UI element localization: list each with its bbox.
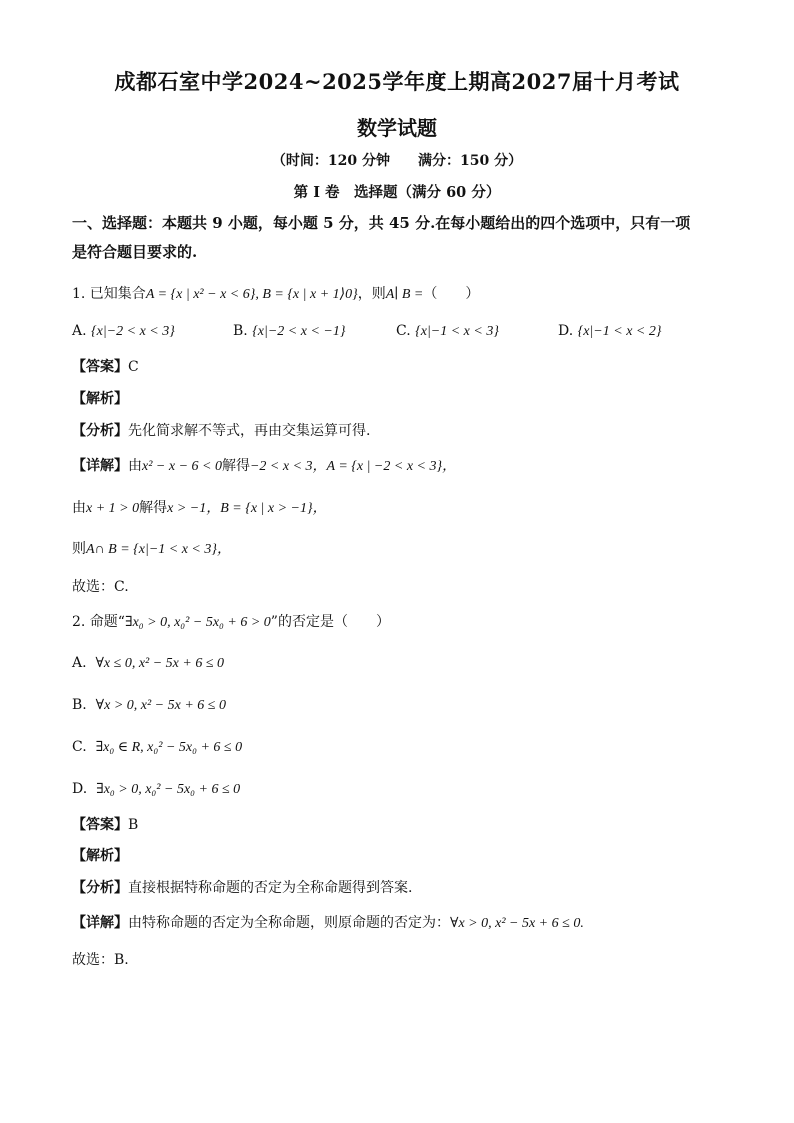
q1-stem bbox=[72, 284, 479, 305]
q2-answer: 【答案】B bbox=[72, 817, 139, 833]
q1-option-c: C. {x|−1 < x < 3} bbox=[396, 323, 499, 339]
q1-detail-1: 【详解】由x² − x − 6 < 0解得−2 < x < 3，A = {x | −2 < x < 3}， bbox=[72, 458, 457, 474]
answer-tag: 【答案】 bbox=[72, 359, 128, 375]
q2-option-d: D. ∃x₀ > 0, x₀² − 5x₀ + 6 ≤ 0 bbox=[72, 781, 241, 797]
q2-fenxi: 【分析】直接根据特称命题的否定为全称命题得到答案. bbox=[72, 880, 413, 896]
q2-conclusion: 故选：B. bbox=[72, 952, 129, 968]
q2-option-b: B. ∀x > 0, x² − 5x + 6 ≤ 0 bbox=[72, 697, 226, 713]
q1-stem-prefix: 1. 已知集合 bbox=[72, 286, 146, 302]
time-info: （时间：120 分钟 满分：150 分） bbox=[271, 153, 523, 169]
answer-value: C bbox=[128, 359, 139, 375]
q2-option-a: A. ∀x ≤ 0, x² − 5x + 6 ≤ 0 bbox=[72, 655, 225, 671]
q1-option-a: A. {x|−2 < x < 3} bbox=[72, 323, 175, 339]
q1-option-d: D. {x|−1 < x < 2} bbox=[558, 323, 662, 339]
q2-detail: 【详解】由特称命题的否定为全称命题，则原命题的否定为：∀x > 0, x² − 5x + 6 ≤ 0. bbox=[72, 915, 584, 931]
volume-title: 第 I 卷 选择题（满分 60 分） bbox=[293, 184, 501, 201]
q1-detail-2: 由x + 1 > 0解得x > −1，B = {x | x > −1}， bbox=[72, 500, 327, 516]
q1-detail-3: 则A∩ B = {x|−1 < x < 3}， bbox=[72, 541, 231, 557]
q1-stem-mid: ，则 bbox=[357, 286, 386, 302]
subject-title: 数学试题 bbox=[357, 116, 437, 140]
q1-answer bbox=[72, 357, 139, 377]
school-title: 成都石室中学2024~2025学年度上期高2027届十月考试 bbox=[114, 69, 680, 94]
q1-analysis-tag: 【解析】 bbox=[72, 391, 128, 407]
section-instruction-1: 一、选择题：本题共 9 小题，每小题 5 分，共 45 分.在每小题给出的四个选项中，只有一项 bbox=[72, 214, 691, 232]
q1-option-b: B. {x|−2 < x < −1} bbox=[233, 323, 346, 339]
section-instruction-2: 是符合题目要求的. bbox=[72, 243, 198, 261]
q2-option-c: C. ∃x₀ ∈ R, x₀² − 5x₀ + 6 ≤ 0 bbox=[72, 739, 243, 755]
q1-conclusion: 故选：C. bbox=[72, 579, 129, 595]
q1-stem-math2: A∣ B = bbox=[385, 287, 424, 302]
q2-analysis-tag: 【解析】 bbox=[72, 848, 128, 864]
q2-stem: 2. 命题“∃x₀ > 0, x₀² − 5x₀ + 6 > 0”的否定是（ ） bbox=[72, 614, 390, 630]
q1-stem-suffix: （ ） bbox=[423, 286, 480, 302]
q1-fenxi: 【分析】先化简求解不等式，再由交集运算可得. bbox=[72, 423, 371, 439]
q1-stem-math: A = {x | x² − x < 6}, B = {x | x + 1⟩0} bbox=[145, 287, 358, 302]
